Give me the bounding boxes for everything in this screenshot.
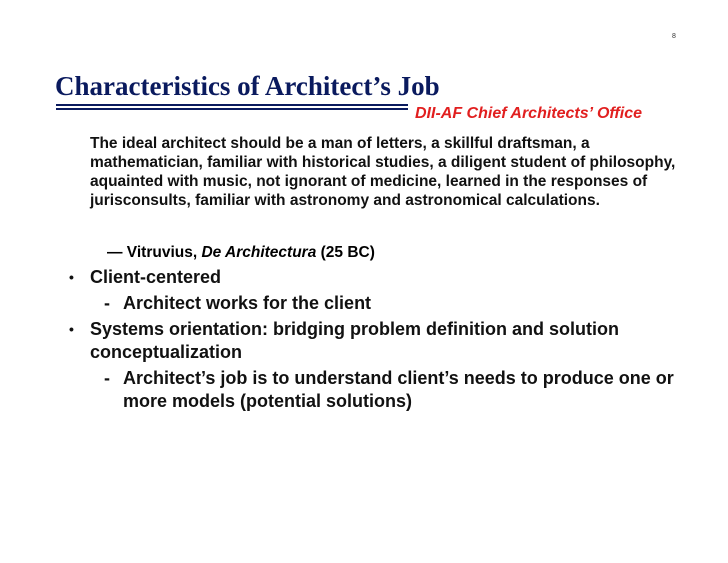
bullet-list <box>66 266 686 413</box>
title-double-rule <box>56 104 408 110</box>
title-rule-bottom <box>56 108 408 110</box>
bullet-marker: • <box>69 321 74 337</box>
attribution-suffix: (25 BC) <box>316 244 375 261</box>
bullet-text: Systems orientation: bridging problem definition and solution conceptualization <box>90 319 620 362</box>
sub-bullet-marker: - <box>104 368 110 388</box>
page-number: 8 <box>672 33 676 40</box>
slide-title: Characteristics of Architect’s Job <box>55 71 440 101</box>
attribution-work-title: De Architectura <box>201 244 317 261</box>
office-label: DII-AF Chief Architects’ Office <box>412 102 648 126</box>
bullet-text: Client-centered <box>90 267 222 287</box>
bullet-marker: • <box>69 269 74 285</box>
sub-bullet-marker: - <box>104 293 110 313</box>
vitruvius-quote: The ideal architect should be a man of letters, a skillful draftsman, a mathematician, familiar with historical studies, a diligent student of philosophy, aquainted with music, not ignorant of medicine, learned in the responses of jurisconsults, familiar with astronomy and astronomical calculations. <box>90 135 676 209</box>
attribution-prefix: — Vitruvius, <box>107 244 202 261</box>
sub-bullet-item <box>66 292 686 315</box>
sub-bullet-text: Architect works for the client <box>123 293 372 313</box>
title-rule-top <box>56 104 408 106</box>
quote-attribution <box>107 243 375 262</box>
bullet-item <box>66 318 686 364</box>
bullet-item <box>66 266 686 289</box>
sub-bullet-item <box>66 367 686 413</box>
sub-bullet-text: Architect’s job is to understand client’s needs to produce one or more models (potential solutions) <box>123 368 674 411</box>
